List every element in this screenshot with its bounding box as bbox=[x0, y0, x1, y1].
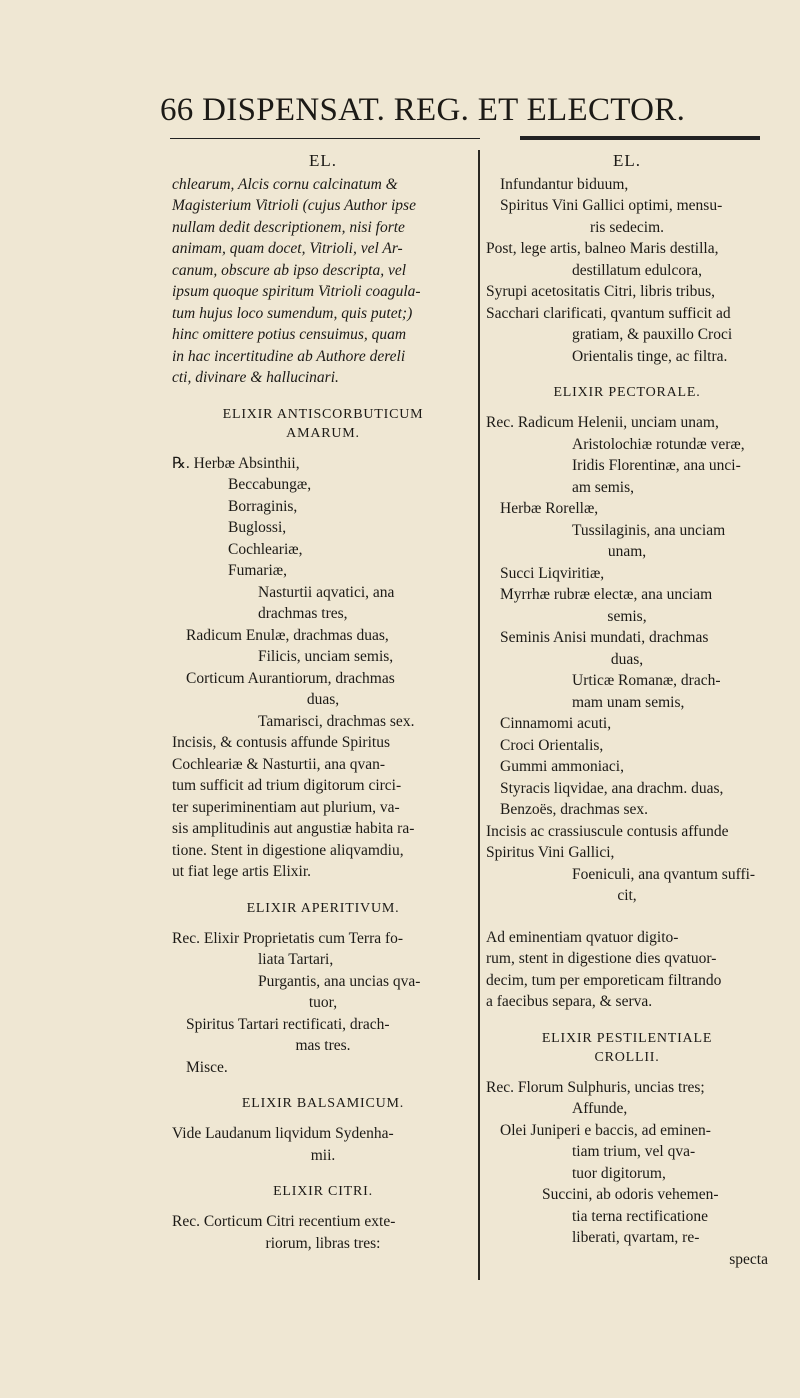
text-line: Affunde, bbox=[572, 1100, 628, 1117]
text-line: tione. Stent in digestione aliqvamdiu, bbox=[172, 841, 404, 859]
elixir-title-citri bbox=[172, 1182, 474, 1201]
text-line: AMARUM. bbox=[286, 425, 360, 441]
text-line: ris sedecim. bbox=[589, 218, 665, 236]
text-line: Post, lege artis, balneo Maris destilla, bbox=[486, 240, 719, 257]
text-line: unam, bbox=[607, 543, 647, 560]
text-line: duas, bbox=[610, 650, 644, 668]
text-line: animam, quam docet, Vitrioli, vel Ar- bbox=[172, 240, 403, 257]
text-line: tum hujus loco sumendum, quis putet;) bbox=[172, 304, 413, 322]
text-line: liberati, qvartam, re- bbox=[572, 1229, 700, 1246]
running-header bbox=[160, 92, 685, 129]
column-divider bbox=[478, 150, 480, 1280]
recipe-citri-continued bbox=[486, 174, 768, 368]
text-line: tiam trium, vel qva- bbox=[572, 1143, 696, 1160]
text-line: tum sufficit ad trium digitorum circi- bbox=[172, 777, 402, 794]
running-title: DISPENSAT. REG. ET ELECTOR. bbox=[202, 92, 686, 128]
text-line: Radicum Enulæ, drachmas duas, bbox=[186, 626, 389, 644]
intro-paragraph bbox=[172, 174, 474, 389]
text-line: Borraginis, bbox=[228, 497, 298, 515]
text-line: am semis, bbox=[572, 478, 634, 496]
text-line: semis, bbox=[607, 607, 647, 625]
text-line: Vide Laudanum liqvidum Sydenha- bbox=[172, 1125, 394, 1142]
text-line: Sacchari clarificati, qvantum sufficit ad bbox=[486, 304, 731, 322]
elixir-title-pestilentiale bbox=[486, 1029, 768, 1067]
text-line: rum, stent in digestione dies qvatuor- bbox=[486, 950, 717, 967]
instructions-antiscorbuticum bbox=[172, 732, 474, 883]
text-line: drachmas tres, bbox=[258, 605, 348, 622]
text-line: Succi Liqviritiæ, bbox=[500, 564, 605, 582]
text-line: Spiritus Tartari rectificati, drach- bbox=[186, 1015, 390, 1033]
text-line: Croci Orientalis, bbox=[500, 736, 604, 754]
text-line: Spiritus Vini Gallici, bbox=[486, 844, 615, 861]
text-line: duas, bbox=[306, 691, 340, 708]
text-line: Magisterium Vitrioli (cujus Author ipse bbox=[172, 197, 416, 214]
text-line: Gummi ammoniaci, bbox=[500, 758, 624, 775]
text-line: Beccabungæ, bbox=[228, 476, 312, 493]
page-number: 66 bbox=[160, 92, 194, 128]
text-line: Rec. Corticum Citri recentium exte- bbox=[172, 1213, 396, 1230]
text-line: Ad eminentiam qvatuor digito- bbox=[486, 928, 679, 946]
recipe-pestilentiale bbox=[486, 1077, 768, 1271]
recipe-balsamicum bbox=[172, 1123, 474, 1166]
text-line: Syrupi acetositatis Citri, libris tribus, bbox=[486, 283, 716, 300]
text-line: Benzoës, drachmas sex. bbox=[500, 801, 649, 818]
text-line: Foeniculi, ana qvantum suffi- bbox=[572, 865, 756, 883]
text-line: destillatum edulcora, bbox=[572, 261, 702, 279]
text-line: Cochleariæ, bbox=[228, 540, 303, 558]
left-column-head: EL. bbox=[308, 151, 338, 170]
recipe-antiscorbuticum bbox=[172, 453, 474, 733]
text-line: Tussilaginis, ana unciam bbox=[572, 521, 726, 539]
elixir-title-pectorale bbox=[486, 383, 768, 402]
text-line: Succini, ab odoris vehemen- bbox=[542, 1186, 719, 1203]
text-line: Styracis liqvidae, ana drachm. duas, bbox=[500, 779, 724, 797]
text-line: mas tres. bbox=[295, 1037, 351, 1054]
text-line: Olei Juniperi e baccis, ad eminen- bbox=[500, 1121, 711, 1139]
text-line: Aristolochiæ rotundæ veræ, bbox=[572, 435, 745, 453]
text-line: Fumariæ, bbox=[228, 562, 287, 579]
text-line: Myrrhæ rubræ electæ, ana unciam bbox=[500, 586, 713, 603]
text-line: in hac incertitudine ab Authore dereli bbox=[172, 347, 406, 365]
text-line: chlearum, Alcis cornu calcinatum & bbox=[172, 175, 398, 193]
recipe-citri bbox=[172, 1211, 474, 1254]
text-line: mam unam semis, bbox=[572, 693, 685, 711]
text-line: mii. bbox=[310, 1146, 336, 1164]
text-line: Orientalis tinge, ac filtra. bbox=[572, 347, 728, 365]
text-line: ELIXIR APERITIVUM. bbox=[246, 900, 400, 916]
text-line: Incisis, & contusis affunde Spiritus bbox=[172, 734, 390, 751]
text-line: cti, divinare & hallucinari. bbox=[172, 369, 339, 386]
text-line: Purgantis, ana uncias qva- bbox=[258, 972, 421, 990]
text-line: Cochleariæ & Nasturtii, ana qvan- bbox=[172, 755, 386, 773]
text-line: tuor, bbox=[308, 994, 338, 1011]
text-line: ELIXIR ANTISCORBUTICUM bbox=[222, 406, 424, 422]
text-line: riorum, libras tres: bbox=[265, 1234, 381, 1252]
text-line: ELIXIR PESTILENTIALE bbox=[541, 1030, 713, 1046]
text-line: Filicis, unciam semis, bbox=[258, 648, 394, 665]
text-line: ELIXIR BALSAMICUM. bbox=[241, 1096, 405, 1111]
text-line: Herbæ Rorellæ, bbox=[500, 500, 599, 517]
text-line: Rec. Elixir Proprietatis cum Terra fo- bbox=[172, 929, 404, 947]
text-line: Seminis Anisi mundati, drachmas bbox=[500, 629, 709, 646]
text-line: tia terna rectificatione bbox=[572, 1207, 708, 1225]
text-line: specta bbox=[729, 1250, 768, 1268]
elixir-title-antiscorbuticum bbox=[172, 405, 474, 443]
text-line: ℞. Herbæ Absinthii, bbox=[172, 454, 300, 472]
text-line: Rec. Radicum Helenii, unciam unam, bbox=[486, 414, 719, 431]
header-rule bbox=[170, 138, 480, 139]
text-line: Tamarisci, drachmas sex. bbox=[258, 712, 415, 730]
text-line: ut fiat lege artis Elixir. bbox=[172, 863, 312, 880]
left-column bbox=[172, 150, 474, 1254]
text-line: canum, obscure ab ipso descripta, vel bbox=[172, 261, 407, 279]
recipe-pectorale bbox=[486, 412, 768, 907]
text-line: tuor digitorum, bbox=[572, 1164, 666, 1182]
text-line: Cinnamomi acuti, bbox=[500, 715, 612, 732]
text-line: cit, bbox=[617, 887, 637, 904]
text-line: Corticum Aurantiorum, drachmas bbox=[186, 669, 395, 687]
text-line: a faecibus separa, & serva. bbox=[486, 993, 653, 1010]
text-line: Spiritus Vini Gallici optimi, mensu- bbox=[500, 197, 723, 214]
text-line: ter superiminentiam aut plurium, va- bbox=[172, 798, 400, 816]
instructions-pectorale bbox=[486, 927, 768, 1013]
header-rule-thick bbox=[520, 136, 760, 140]
text-line: Iridis Florentinæ, ana unci- bbox=[572, 457, 741, 474]
elixir-title-balsamicum bbox=[172, 1094, 474, 1113]
text-line: Infundantur biduum, bbox=[500, 175, 629, 193]
text-line: hinc omittere potius censuimus, quam bbox=[172, 326, 407, 343]
text-line: sis amplitudinis aut angustiæ habita ra- bbox=[172, 820, 415, 837]
text-line: Misce. bbox=[186, 1058, 228, 1076]
recipe-aperitivum bbox=[172, 928, 474, 1079]
right-column bbox=[486, 150, 768, 1270]
elixir-title-aperitivum bbox=[172, 899, 474, 918]
text-line: ELIXIR PECTORALE. bbox=[553, 385, 701, 400]
text-line: Urticæ Romanæ, drach- bbox=[572, 672, 721, 689]
text-line: Rec. Florum Sulphuris, uncias tres; bbox=[486, 1078, 705, 1096]
text-line: Nasturtii aqvatici, ana bbox=[258, 583, 395, 601]
text-line: gratiam, & pauxillo Croci bbox=[572, 326, 733, 343]
text-line: liata Tartari, bbox=[258, 951, 334, 968]
text-line: Buglossi, bbox=[228, 519, 287, 536]
text-line: decim, tum per emporeticam filtrando bbox=[486, 971, 722, 989]
text-line: ipsum quoque spiritum Vitrioli coagula- bbox=[172, 283, 421, 300]
text-line: CROLLII. bbox=[594, 1049, 660, 1065]
text-line: nullam dedit descriptionem, nisi forte bbox=[172, 218, 405, 236]
right-column-head: EL. bbox=[612, 151, 642, 170]
text-line: Incisis ac crassiuscule contusis affunde bbox=[486, 822, 729, 840]
text-line: ELIXIR CITRI. bbox=[273, 1184, 373, 1199]
